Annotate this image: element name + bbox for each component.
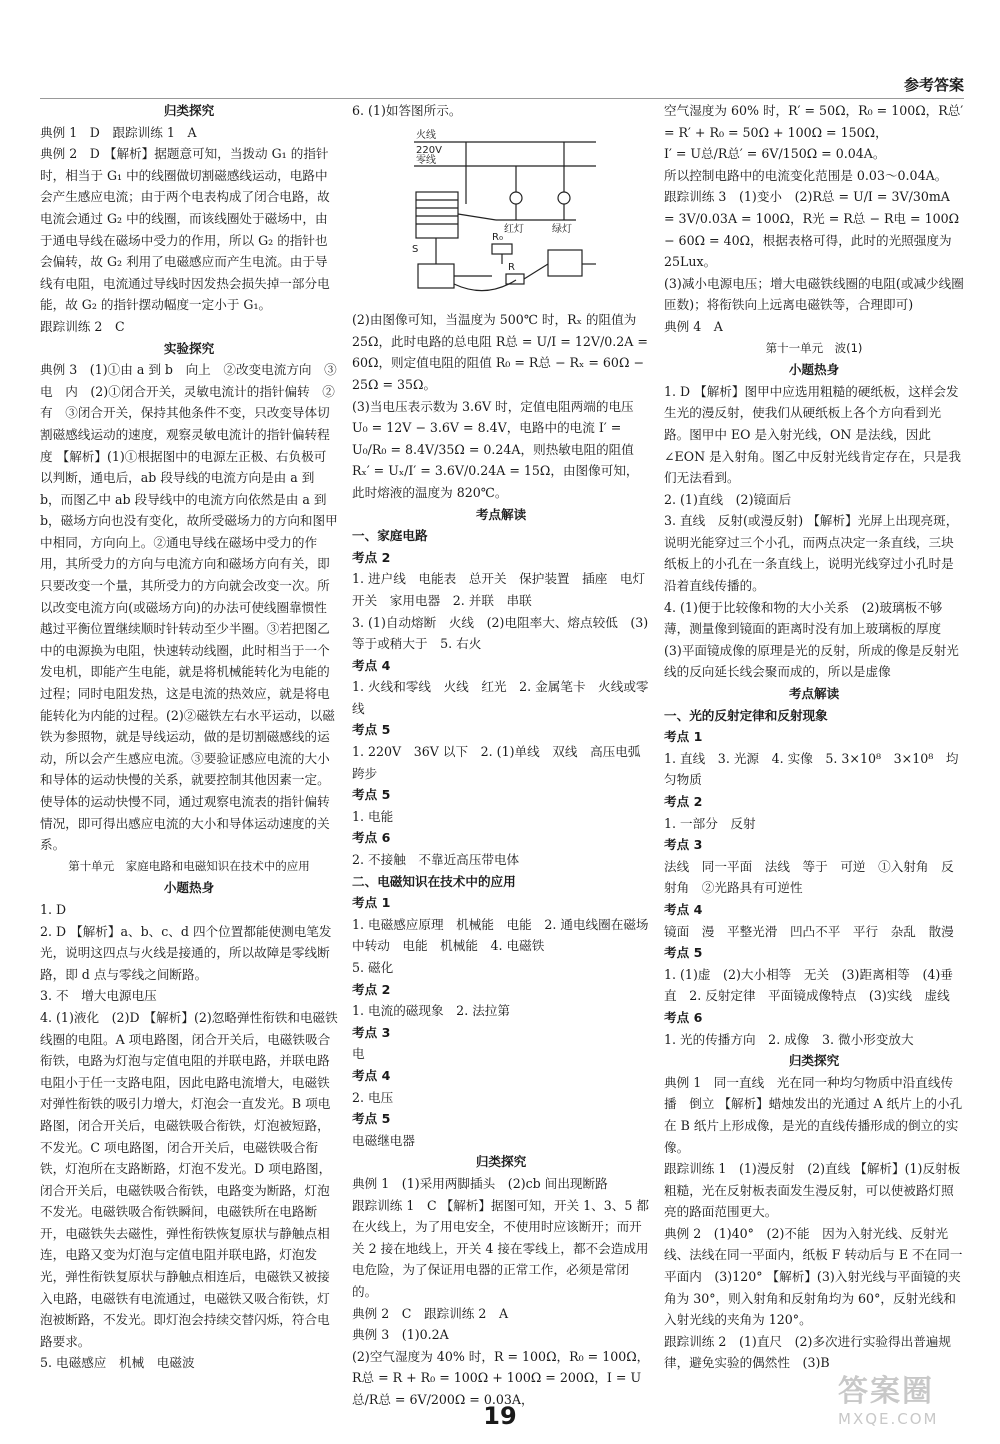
answer-text: 法线 同一平面 法线 等于 可逆 ①入射角 反射角 ②光路具有可逆性 [664, 858, 954, 896]
topic-label: 二、电磁知识在技术中的应用 [352, 873, 516, 889]
topic-label: 考点 2 [352, 549, 391, 565]
topic-label: 考点 5 [352, 1111, 391, 1127]
topic-label: 考点 3 [352, 1024, 391, 1040]
answer-text: 1. D [40, 901, 67, 917]
column-right [664, 100, 964, 1374]
page-number: 19 [483, 1402, 517, 1430]
topic-label: 一、光的反射定律和反射现象 [664, 707, 828, 723]
answer-text: 2. (1)直线 (2)镜面后 [664, 491, 792, 507]
answer-text: 3. 直线 反射(或漫反射) 【解析】光屏上出现亮斑，说明光能穿过三个小孔，而两点决定一条直线，三块纸板上的小孔在一条直线上，说明光线穿过小孔时是沿着直线传播的。 [664, 513, 959, 594]
answer-text: 1. 220V 36V 以下 2. (1)单线 双线 高压电弧 跨步 [352, 744, 654, 781]
answer-text: 1. 进户线 电能表 总开关 保护装置 插座 电灯 开关 家用电器 2. 并联 串联 [352, 571, 658, 608]
circuit-diagram [396, 124, 606, 299]
section-heading: 归类探究 [163, 103, 215, 118]
answer-text: 1. (1)虚 (2)大小相等 无关 (3)距离相等 (4)垂直 2. 反射定律 平面镜成像特点 (3)实线 虚线 [664, 966, 953, 1004]
answer-text: 典例 2 (1)40° (2)不能 因为入射光线、反射光线、法线在同一平面内，纸板 F 转动后与 E 不在同一平面内 (3)120° 【解析】(3)入射光线与平面镜的夹角为 30°，则入射角和反射角均为 60°，反射光线和入射光线的夹角为 120°。 [664, 1225, 963, 1328]
answer-text: 2. D 【解析】a、b、c、d 四个位置都能使测电笔发光，说明这四点与火线是接通的，所以故障是零线断路，即 d 点与零线之间断路。 [40, 923, 332, 982]
section-heading: 考点解读 [475, 506, 527, 522]
answer-text: I′ = U总/R总′ = 6V/150Ω = 0.04A。 [664, 146, 886, 162]
topic-label: 考点 6 [664, 1009, 703, 1025]
answer-text: 1. 电磁感应原理 机械能 电能 2. 通电线圈在磁场中转动 电能 机械能 4. 电磁铁 [352, 916, 649, 954]
topic-label: 考点 4 [352, 657, 391, 673]
answer-text: 空气湿度为 60% 时，R′ = 50Ω，R₀ = 100Ω，R总′ = R′ + R₀ = 50Ω + 100Ω = 150Ω， [664, 103, 964, 140]
answer-text: 1. 直线 3. 光源 4. 实像 5. 3×10⁸ 3×10⁸ 均匀物质 [664, 750, 959, 788]
answer-text: 3. 不 增大电源电压 [40, 988, 157, 1004]
section-heading: 小题热身 [163, 880, 215, 896]
label-voltage: 220V [416, 144, 442, 156]
label-green-lamp: 绿灯 [552, 223, 572, 235]
answer-text: 电 [352, 1046, 365, 1062]
answer-text: (2)空气湿度为 40% 时，R = 100Ω，R₀ = 100Ω，R总 = R + R₀ = 100Ω + 100Ω = 200Ω，I = U总/R总 = 6V/200Ω = 0.03A， [352, 1348, 650, 1407]
answer-text: 镜面 漫 平整光滑 凹凸不平 平行 杂乱 散漫 [664, 923, 954, 939]
answer-text: 典例 1 (1)采用两脚插头 (2)cb 间出现断路 [352, 1175, 608, 1191]
answer-text: 所以控制电路中的电流变化范围是 0.03～0.04A。 [664, 167, 948, 183]
topic-label: 考点 6 [352, 830, 391, 846]
answer-text: 电磁继电器 [352, 1132, 415, 1148]
answer-text: (3)当电压表示数为 3.6V 时，定值电阻两端的电压 U₀ = 12V − 3.6V = 8.4V，电路中的电流 I′ = U₀/R₀ = 8.4V/35Ω = 0.24A，则热敏电阻的阻值 Rₓ′ = Uₓ/I′ = 3.6V/0.24A = 15Ω，由图像可知，此时熔液的温度为 820℃。 [352, 398, 639, 500]
answer-text: 跟踪训练 1 C 【解析】据图可知，开关 1、3、5 都在火线上，为了用电安全，不使用时应该断开；而开关 2 接在地线上，开关 4 接在零线上，都不会造成用电危险，为了保证用电器的正常工作，必须是常闭的。 [352, 1197, 649, 1299]
label-switch: S [412, 243, 419, 255]
answer-text: 典例 3 (1)0.2A [352, 1327, 449, 1343]
topic-label: 考点 2 [664, 794, 703, 809]
answer-text: 1. 光的传播方向 2. 成像 3. 微小形变放大 [664, 1031, 914, 1047]
topic-label: 考点 3 [664, 837, 703, 853]
watermark-bottom: MXQE.COM [838, 1410, 939, 1428]
answer-text: 4. (1)便于比较像和物的大小关系 (2)玻璃板不够薄，测量像到镜面的距离时没有加上玻璃板的厚度 (3)平面镜成像的原理是光的反射，所成的像是反射光线的反向延长线会聚而成的，所以是虚像 [664, 599, 959, 680]
section-heading: 小题热身 [788, 362, 840, 378]
topic-label: 考点 5 [352, 722, 391, 738]
section-heading: 考点解读 [788, 686, 840, 702]
watermark-top: 答案圈 [838, 1374, 934, 1409]
label-red-lamp: 红灯 [504, 223, 524, 235]
topic-label: 考点 5 [352, 787, 391, 803]
answer-text: (2)由图像可知，当温度为 500℃ 时，Rₓ 的阻值为 25Ω，此时电路的总电阻 R总 = U/I = 12V/0.2A = 60Ω，则定值电阻的阻值 R₀ = R总 − Rₓ = 60Ω − 25Ω = 35Ω。 [352, 312, 648, 392]
topic-label: 考点 1 [352, 895, 391, 911]
column-left [40, 100, 338, 1374]
header-rule [40, 98, 964, 99]
answer-text: (3)减小电源电压；增大电磁铁线圈的电阻(或减少线圈匝数)；将衔铁向上远离电磁铁等，合理即可) [664, 275, 964, 313]
label-r0: R₀ [492, 231, 503, 243]
answer-text: 2. 电压 [352, 1089, 394, 1105]
label-live-wire: 火线 [416, 129, 436, 141]
answer-text: 典例 4 A [664, 318, 723, 334]
section-heading: 实验探究 [163, 340, 215, 356]
answer-text: 5. 电磁感应 机械 电磁波 [40, 1355, 195, 1371]
answer-text: 典例 1 同一直线 光在同一种均匀物质中沿直线传播 倒立 【解析】蜡烛发出的光通过 A 纸片上的小孔在 B 纸片上形成像，是光的直线传播形成的倒立的实像。 [664, 1074, 963, 1155]
topic-label: 考点 5 [664, 945, 703, 961]
answer-text: 典例 3 (1)①由 a 到 b 向上 ②改变电流方向 ③电 内 (2)①闭合开关，灵敏电流计的指针偏转 ②有 ③闭合开关，保持其他条件不变，只改变导体切割磁感线运动的速度，观察灵敏电流计的指针偏转程度 【解析】(1)①根据图中的电源左正极、右负极可以判断，通电后，ab 段导线的电流方向是由 a 到 b，而图乙中 ab 段导线中的电流方向依然是由 a 到 b，磁场方向也没有变化，故所受磁场力的方向和图甲中相同，方向向上。②通电导线在磁场中受力的作用，其所受力的方向与电流方向和磁场方向有关，即只要改变一个量，其所受力的方向就会改变一次。所以改变电流方向(或磁场方向)的办法可使线圈靠惯性越过平衡位置继续顺时针转动至少半圈。③若把图乙中的电源换为电阻，快速转动线圈，此时相当于一个发电机，即能产生电能，就是将机械能转化为电能的过程；同时电阻发热，这是电流的热效应，就是将电能转化为内能的过程。(2)②磁铁左右水平运动，以磁铁为参照物，就是导线运动，做的是切割磁感线的运动，所以会产生感应电流。③要验证感应电流的大小和导体的运动快慢的关系，就要控制其他因素一定。使导体的运动快慢不同，通过观察电流表的指针偏转情况，即可得出感应电流的大小和导体运动速度的关系。 [40, 362, 338, 853]
topic-label: 考点 4 [352, 1067, 391, 1083]
section-heading: 归类探究 [475, 1154, 527, 1170]
page-header: 参考答案 [903, 76, 964, 94]
section-heading: 归类探究 [788, 1053, 840, 1069]
answer-text: 1. 一部分 反射 [664, 815, 756, 831]
answer-text: 3. (1)自动熔断 火线 (2)电阻率大、熔点较低 (3)等于或稍大于 5. 右火 [352, 614, 649, 652]
watermark-logo [838, 1366, 978, 1426]
topic-label: 考点 2 [352, 981, 391, 997]
answer-text: 典例 2 C 跟踪训练 2 A [352, 1305, 509, 1321]
label-neutral: 零线 [416, 154, 436, 166]
column-middle [352, 100, 658, 1410]
answer-text: 1. D 【解析】图甲中应选用粗糙的硬纸板，这样会发生光的漫反射，使我们从硬纸板上各个方向看到光路。图甲中 EO 是入射光线，ON 是法线，因此 ∠EON 是入射角。图乙中反射光线肯定存在，只是我们无法看到。 [664, 383, 961, 486]
unit-title: 第十一单元 波(1) [765, 340, 863, 355]
answer-text: 2. 不接触 不靠近高压带电体 [352, 852, 520, 868]
answer-text: 1. 火线和零线 火线 红光 2. 金属笔卡 火线或零线 [352, 679, 649, 716]
answer-text: 4. (1)液化 (2)D 【解析】(2)忽略弹性衔铁和电磁铁线圈的电阻。A 项电路图，闭合开关后，电磁铁吸合衔铁，电路为灯泡与定值电阻的并联电路，并联电路电阻小于任一支路电阻，因此电路电流增大，电磁铁对弹性衔铁的吸引力增大，灯泡会一直发光。B 项电路图，闭合开关后，电磁铁吸合衔铁，灯泡被短路，不发光。C 项电路图，闭合开关后，电磁铁吸合衔铁，灯泡所在支路断路，灯泡不发光。D 项电路图，闭合开关后，电磁铁吸合衔铁，电路变为断路，灯泡不发光。电磁铁吸合衔铁瞬间，电磁铁所在电路断开，电磁铁失去磁性，弹性衔铁恢复原状与静触点相连，电路又变为灯泡与定值电阻并联电路，灯泡发光，弹性衔铁复原状与静触点相连后，电磁铁又被接入电路，电磁铁有电流通过，电磁铁又吸合衔铁，灯泡被断路，不发光。即灯泡会持续交替闪烁，符合电路要求。 [40, 1009, 338, 1349]
unit-title: 第十单元 家庭电路和电磁知识在技术中的应用 [68, 858, 310, 873]
answer-text: 跟踪训练 2 (1)直尺 (2)多次进行实验得出普遍规律，避免实验的偶然性 (3)B [664, 1333, 951, 1371]
label-r: R [508, 261, 515, 273]
answer-text: 典例 2 D 【解析】据题意可知，当拨动 G₁ 的指针时，相当于 G₁ 中的线圈做切割磁感线运动，电路中会产生感应电流；由于两个电表构成了闭合电路，故电流会通过 G₂ 中的线圈，而该线圈处于磁场中，由于通电导线在磁场中受力的作用，所以 G₂ 的指针也会偏转，故 G₂ 利用了电磁感应而产生电流。由于导线有电阻，电流通过导线时因发热会损失掉一部分电能，故 G₂ 的指针摆动幅度一定小于 G₁。 [40, 146, 330, 313]
topic-label: 考点 1 [664, 729, 703, 745]
answer-text: 5. 磁化 [352, 960, 394, 975]
answer-text: 1. 电流的磁现象 2. 法拉第 [352, 1003, 510, 1019]
answer-text: 跟踪训练 2 C [40, 318, 125, 334]
answer-text: 6. (1)如答图所示。 [352, 103, 462, 118]
answer-text: 1. 电能 [352, 808, 394, 824]
answer-text: 典例 1 D 跟踪训练 1 A [40, 124, 197, 140]
answer-text: 跟踪训练 1 (1)漫反射 (2)直线 【解析】(1)反射板粗糙，光在反射板表面发生漫反射，可以使被路灯照亮的路面范围更大。 [664, 1161, 961, 1220]
topic-label: 一、家庭电路 [352, 528, 428, 544]
topic-label: 考点 4 [664, 901, 703, 917]
answer-text: 跟踪训练 3 (1)变小 (2)R总 = U/I = 3V/30mA = 3V/0.03A = 100Ω，R光 = R总 − R电 = 100Ω − 60Ω = 40Ω，根据表格可得，此时的光照强度为 25Lux。 [664, 189, 960, 270]
